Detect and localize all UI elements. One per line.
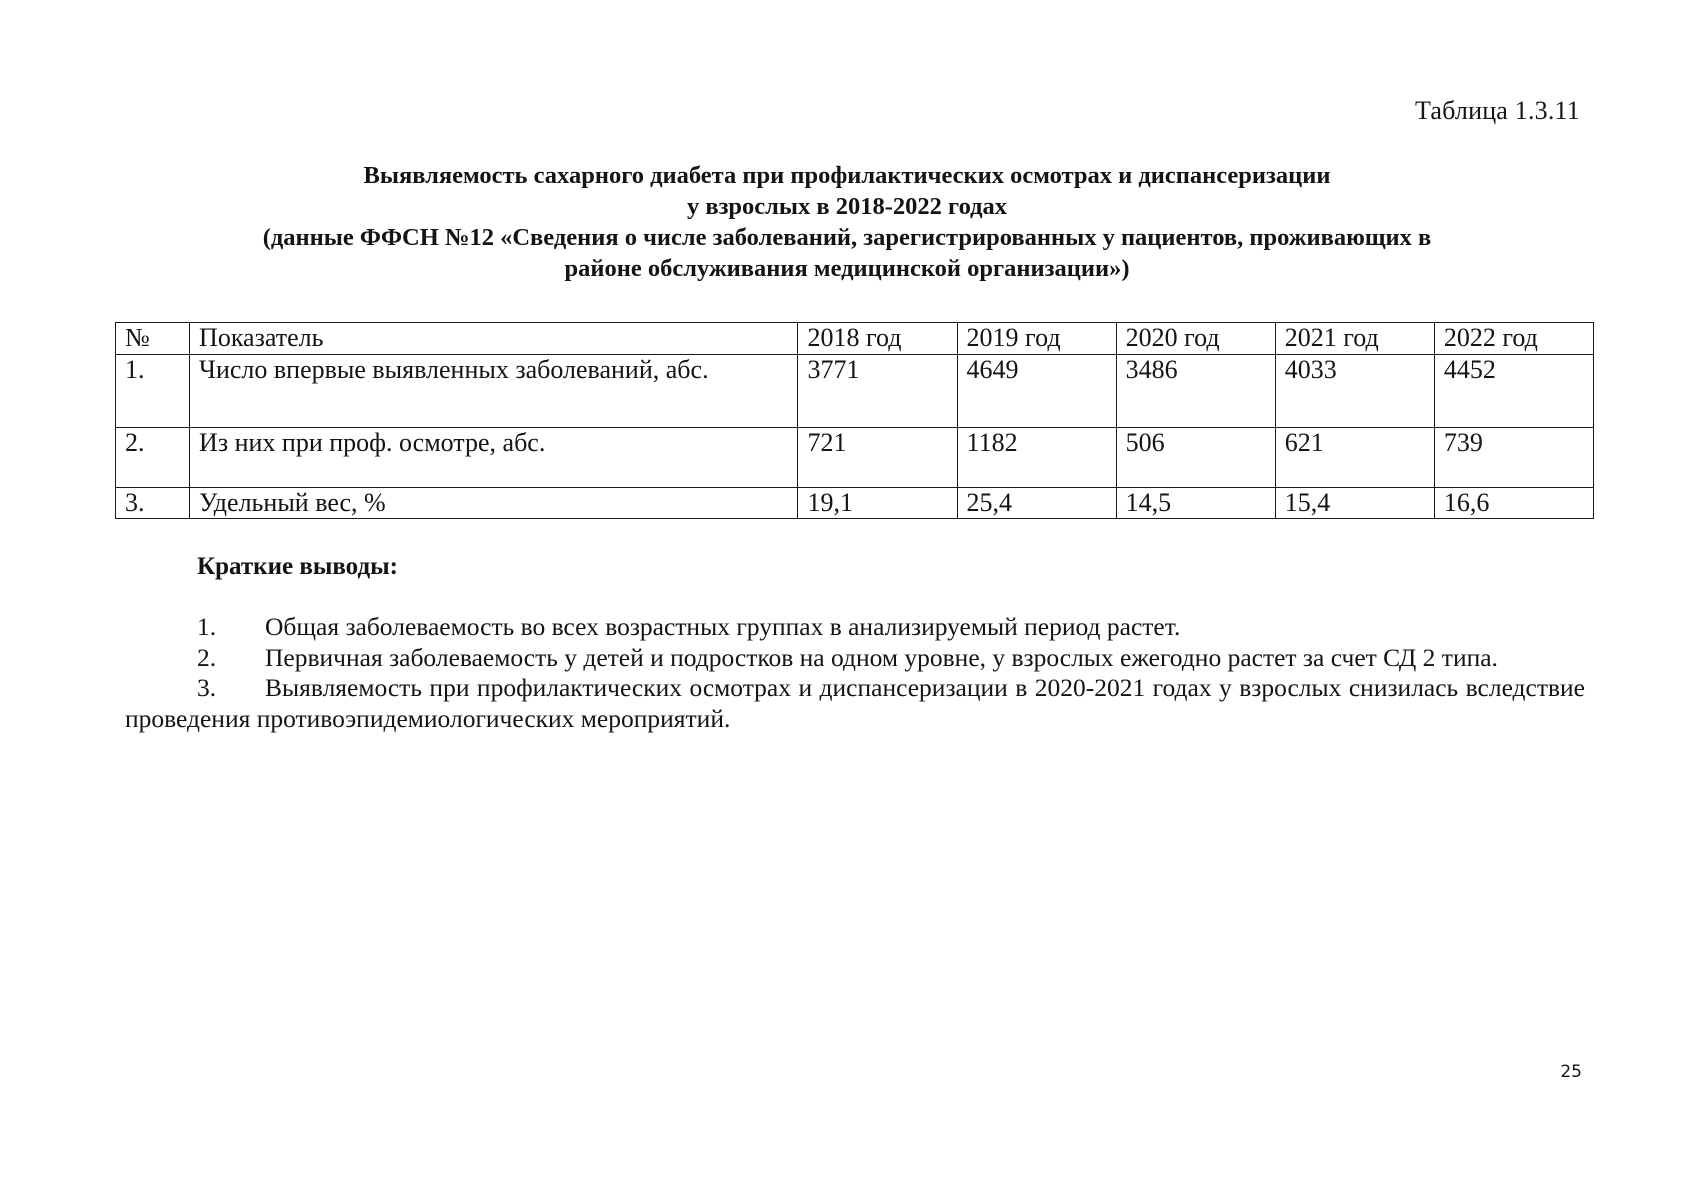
table-header-row — [116, 323, 1594, 355]
header-cell-indicator: Показатель — [190, 323, 798, 355]
table-title — [110, 160, 1584, 284]
conclusion-item — [125, 673, 1585, 734]
value-cell-2021: 15,4 — [1275, 488, 1434, 519]
value-cell-2018: 721 — [798, 428, 957, 488]
header-cell-2021: 2021 год — [1275, 323, 1434, 355]
header-cell-2022: 2022 год — [1434, 323, 1593, 355]
page-number: 25 — [1560, 1062, 1582, 1082]
conclusions-heading: Краткие выводы: — [197, 553, 398, 580]
value-cell-2020: 14,5 — [1116, 488, 1275, 519]
title-line-2: у взрослых в 2018-2022 годах — [686, 193, 1008, 220]
value-cell-2020: 3486 — [1116, 355, 1275, 428]
table-row — [116, 428, 1594, 488]
conclusion-number: 2. — [197, 642, 217, 672]
title-line-4: районе обслуживания медицинской организации») — [564, 255, 1130, 282]
value-cell-2021: 621 — [1275, 428, 1434, 488]
value-cell-2020: 506 — [1116, 428, 1275, 488]
value-cell-2019: 4649 — [957, 355, 1116, 428]
value-cell-2022: 739 — [1434, 428, 1593, 488]
value-cell-2019: 25,4 — [957, 488, 1116, 519]
row-indicator: Из них при проф. осмотре, абс. — [190, 428, 798, 488]
header-cell-2019: 2019 год — [957, 323, 1116, 355]
value-cell-2022: 16,6 — [1434, 488, 1593, 519]
conclusion-text: Выявляемость при профилактических осмотрах и диспансеризации в 2020-2021 годах у взрослых снизилась вследствие проведения противоэпидемиологических мероприятий. — [125, 673, 1585, 733]
table-row — [116, 488, 1594, 519]
row-indicator: Удельный вес, % — [190, 488, 798, 519]
table-row — [116, 355, 1594, 428]
header-cell-2020: 2020 год — [1116, 323, 1275, 355]
value-cell-2019: 1182 — [957, 428, 1116, 488]
row-indicator: Число впервые выявленных заболеваний, абс. — [190, 355, 798, 428]
conclusion-number: 1. — [197, 612, 217, 641]
header-cell-2018: 2018 год — [798, 323, 957, 355]
title-line-3: (данные ФФСН №12 «Сведения о числе заболеваний, зарегистрированных у пациентов, проживающих в — [262, 224, 1432, 251]
conclusion-text: Общая заболеваемость во всех возрастных группах в анализируемый период растет. — [265, 612, 1181, 641]
table-label: Таблица 1.3.11 — [1414, 96, 1580, 125]
conclusion-number: 3. — [197, 673, 217, 702]
value-cell-2022: 4452 — [1434, 355, 1593, 428]
value-cell-2018: 19,1 — [798, 488, 957, 519]
value-cell-2021: 4033 — [1275, 355, 1434, 428]
header-cell-number: № — [116, 323, 190, 355]
value-cell-2018: 3771 — [798, 355, 957, 428]
conclusion-text: Первичная заболеваемость у детей и подростков на одном уровне, у взрослых ежегодно растет за счет СД 2 типа. — [265, 642, 1498, 672]
title-line-1: Выявляемость сахарного диабета при профилактических осмотрах и диспансеризации — [363, 162, 1331, 189]
conclusion-item — [125, 612, 1585, 643]
row-number: 2. — [116, 428, 190, 488]
conclusion-item — [125, 643, 1585, 674]
row-number: 3. — [116, 488, 190, 519]
row-number: 1. — [116, 355, 190, 428]
conclusions-list — [125, 612, 1585, 734]
data-table — [115, 322, 1594, 519]
